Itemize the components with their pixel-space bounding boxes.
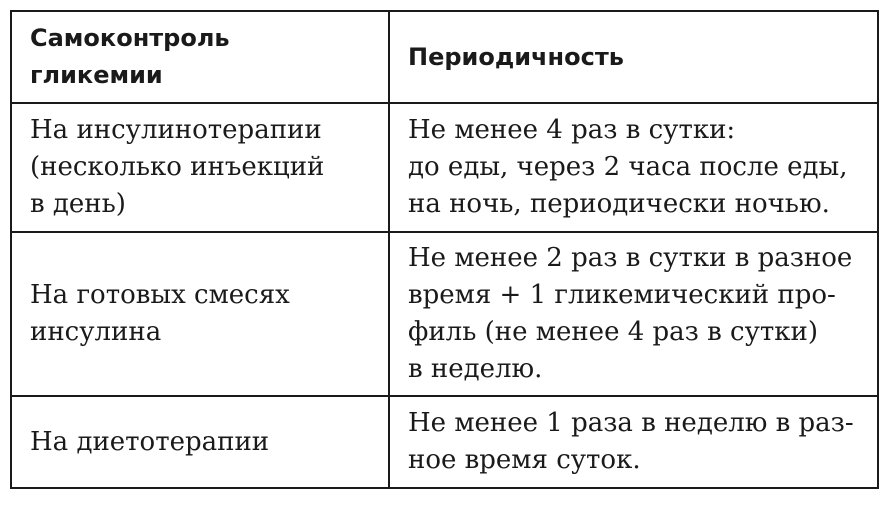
mode-line: в день) [30, 189, 126, 219]
mode-line: инсулина [30, 317, 162, 347]
frequency-line: филь (не менее 4 раз в сутки) [408, 317, 818, 347]
frequency-line: до еды, через 2 часа после еды, [408, 152, 848, 182]
mode-line: На готовых смесях [30, 280, 290, 310]
header-self-control-line: Самоконтроль [30, 24, 230, 52]
frequency-cell [389, 232, 878, 396]
header-self-control-line: гликемии [30, 61, 163, 89]
mode-line: На инсулинотерапии [30, 115, 322, 145]
frequency-line: ное время суток. [408, 445, 641, 475]
mode-line: На диетотерапии [30, 426, 270, 457]
table-row [11, 232, 878, 396]
frequency-line: Не менее 1 раза в неделю в раз- [408, 408, 854, 438]
mode-cell [11, 396, 389, 488]
mode-cell [11, 103, 389, 232]
frequency-line: в неделю. [408, 354, 543, 384]
mode-line: (несколько инъекций [30, 152, 325, 182]
mode-cell [11, 232, 389, 396]
table-row [11, 103, 878, 232]
frequency-line: время + 1 гликемический про- [408, 280, 836, 310]
table-header-row [11, 11, 878, 103]
frequency-line: Не менее 2 раз в сутки в разное [408, 243, 853, 273]
frequency-cell [389, 103, 878, 232]
frequency-line: Не менее 4 раз в сутки: [408, 115, 736, 145]
frequency-cell [389, 396, 878, 488]
frequency-line: на ночь, периодически ночью. [408, 189, 830, 219]
header-self-control [11, 11, 389, 103]
glycemia-self-control-table [10, 10, 879, 489]
header-frequency-line: Периодичность [408, 42, 624, 71]
header-frequency [389, 11, 878, 103]
table-row [11, 396, 878, 488]
